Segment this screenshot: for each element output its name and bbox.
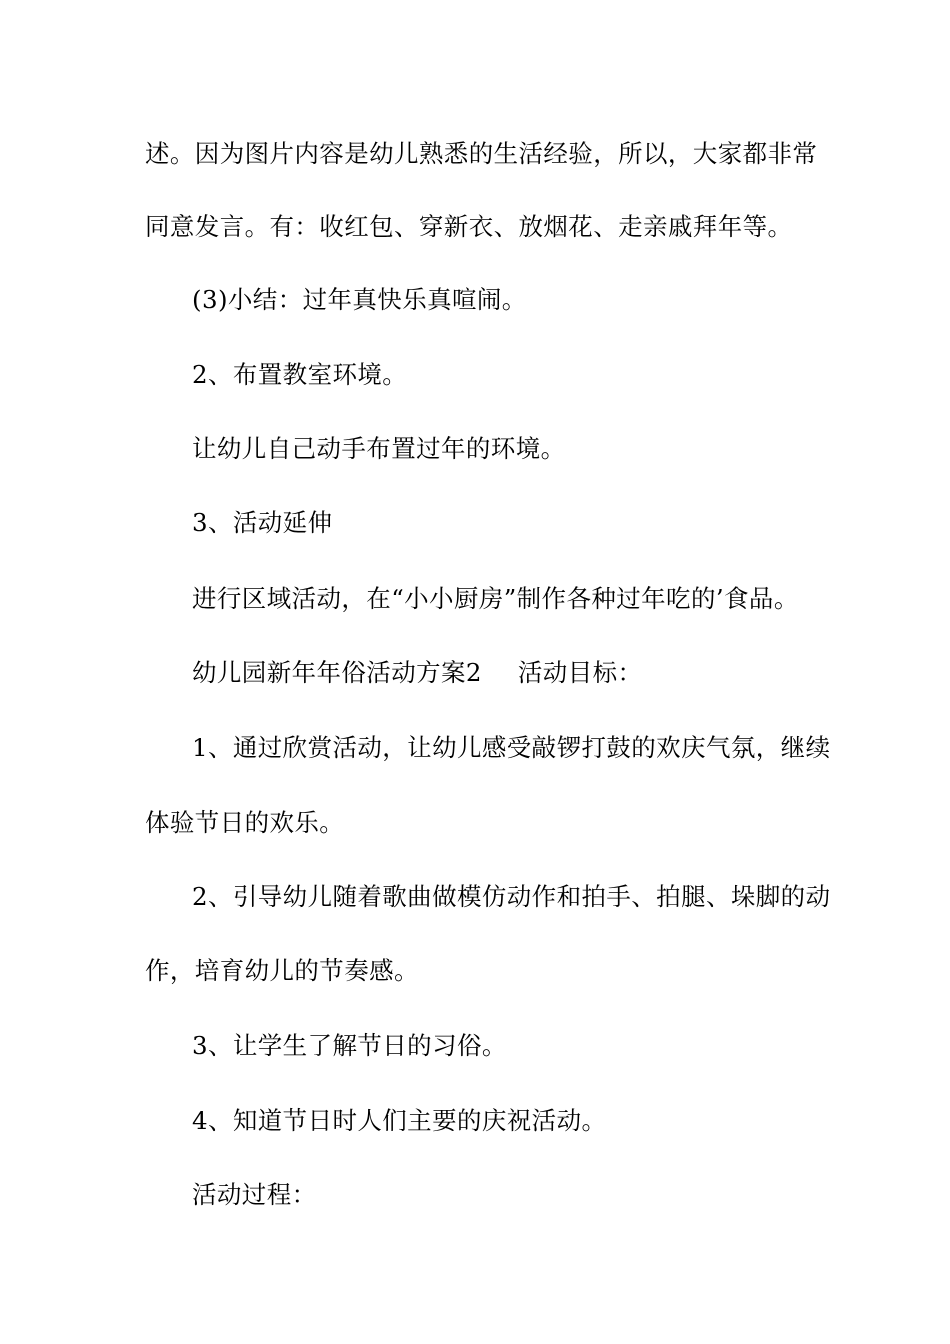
paragraph-line: 4、知道节日时人们主要的庆祝活动。 [192,1106,607,1135]
paragraph-line: 进行区域活动，在“小小厨房”制作各种过年吃的’食品。 [192,584,799,613]
paragraph-line: 3、让学生了解节日的习俗。 [192,1031,507,1060]
paragraph-line: 活动过程： [192,1180,317,1209]
paragraph-line: 3、活动延伸 [192,508,333,537]
section-heading: 幼儿园新年年俗活动方案2 [192,658,482,687]
paragraph-line: 1、通过欣赏活动，让幼儿感受敲锣打鼓的欢庆气氛，继续 [192,733,831,762]
paragraph-line: 体验节日的欢乐。 [145,808,345,837]
subsection-heading: 活动目标： [517,658,643,687]
paragraph-line: 2、布置教室环境。 [192,360,408,389]
paragraph-line: 作，培育幼儿的节奏感。 [145,956,419,985]
paragraph-line: 2、引导幼儿随着歌曲做模仿动作和拍手、拍腿、垛脚的动 [192,882,831,911]
paragraph-line: 让幼儿自己动手布置过年的环境。 [192,434,566,463]
section-heading-line [192,658,642,688]
paragraph-line: (3)小结：过年真快乐真喧闹。 [192,285,527,314]
paragraph-line: 述。因为图片内容是幼儿熟悉的生活经验，所以，大家都非常 [145,139,818,168]
paragraph-line: 同意发言。有：收红包、穿新衣、放烟花、走亲戚拜年等。 [145,212,793,241]
